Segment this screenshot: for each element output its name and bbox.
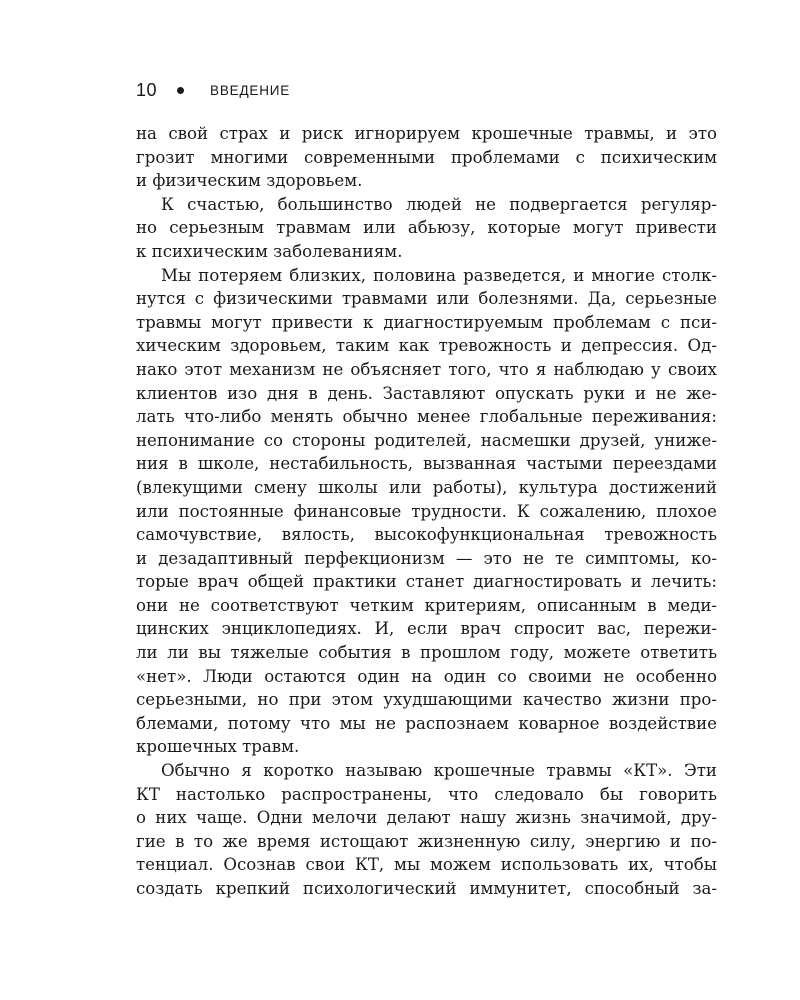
text-line: тенциал. Осознав свои КТ, мы можем использовать их, чтобы (136, 855, 717, 875)
text-line: ния в школе, нестабильность, вызванная частыми переездами (136, 454, 717, 474)
text-line: крошечных травм. (136, 737, 300, 757)
text-line: грозит многими современными проблемами с психическим (136, 147, 717, 167)
text-line: и физическим здоровьем. (136, 171, 363, 191)
text-line: но серьезным травмам или абьюзу, которые могут привести (136, 218, 717, 238)
text-line: нутся с физическими травмами или болезнями. Да, серьезные (136, 289, 717, 309)
page-number: 10 (136, 80, 158, 100)
text-line: клиентов изо дня в день. Заставляют опускать руки и не же- (136, 383, 717, 403)
running-header (136, 80, 290, 101)
text-line: КТ настолько распространены, что следовало бы говорить (136, 784, 717, 804)
text-line: лать что-либо менять обычно менее глобальные переживания: (136, 407, 717, 427)
text-line: или постоянные финансовые трудности. К сожалению, плохое (136, 501, 717, 521)
text-line: о них чаще. Одни мелочи делают нашу жизнь значимой, дру- (136, 808, 717, 828)
bullet-separator-icon (177, 87, 184, 94)
text-line: К счастью, большинство людей не подвергается регуляр- (161, 194, 717, 214)
text-line: серьезными, но при этом ухудшающими качество жизни про- (136, 690, 717, 710)
text-line: самочувствие, вялость, высокофункциональная тревожность (136, 525, 717, 545)
text-line: к психическим заболеваниям. (136, 241, 403, 261)
text-line: цинских энциклопедиях. И, если врач спросит вас, пережи- (136, 619, 717, 639)
text-line: ли ли вы тяжелые события в прошлом году, можете ответить (136, 643, 717, 663)
text-line: непонимание со стороны родителей, насмешки друзей, униже- (136, 430, 717, 450)
text-line: «нет». Люди остаются один на один со своими не особенно (136, 666, 717, 686)
text-line: нако этот механизм не объясняет того, что я наблюдаю у своих (136, 359, 717, 379)
text-line: Обычно я коротко называю крошечные травмы «КТ». Эти (161, 761, 717, 781)
text-line: на свой страх и риск игнорируем крошечные травмы, и это (136, 124, 717, 143)
body-text (136, 122, 717, 901)
text-line: блемами, потому что мы не распознаем коварное воздействие (136, 713, 717, 733)
section-title: ВВЕДЕНИЕ (210, 83, 291, 98)
text-line: и дезадаптивный перфекционизм — это не те симптомы, ко- (136, 548, 717, 568)
text-line: хическим здоровьем, таким как тревожность и депрессия. Од- (136, 336, 717, 356)
text-line: травмы могут привести к диагностируемым проблемам с пси- (136, 312, 717, 332)
text-line: (влекущими смену школы или работы), культура достижений (136, 477, 717, 497)
text-line: гие в то же время истощают жизненную силу, энергию и по- (136, 831, 717, 851)
text-line: создать крепкий психологический иммунитет, способный за- (136, 879, 717, 898)
text-line: Мы потеряем близких, половина разведется, и многие столк- (161, 265, 717, 285)
text-line: они не соответствуют четким критериям, описанным в меди- (136, 595, 717, 615)
text-line: торые врач общей практики станет диагностировать и лечить: (136, 572, 717, 592)
